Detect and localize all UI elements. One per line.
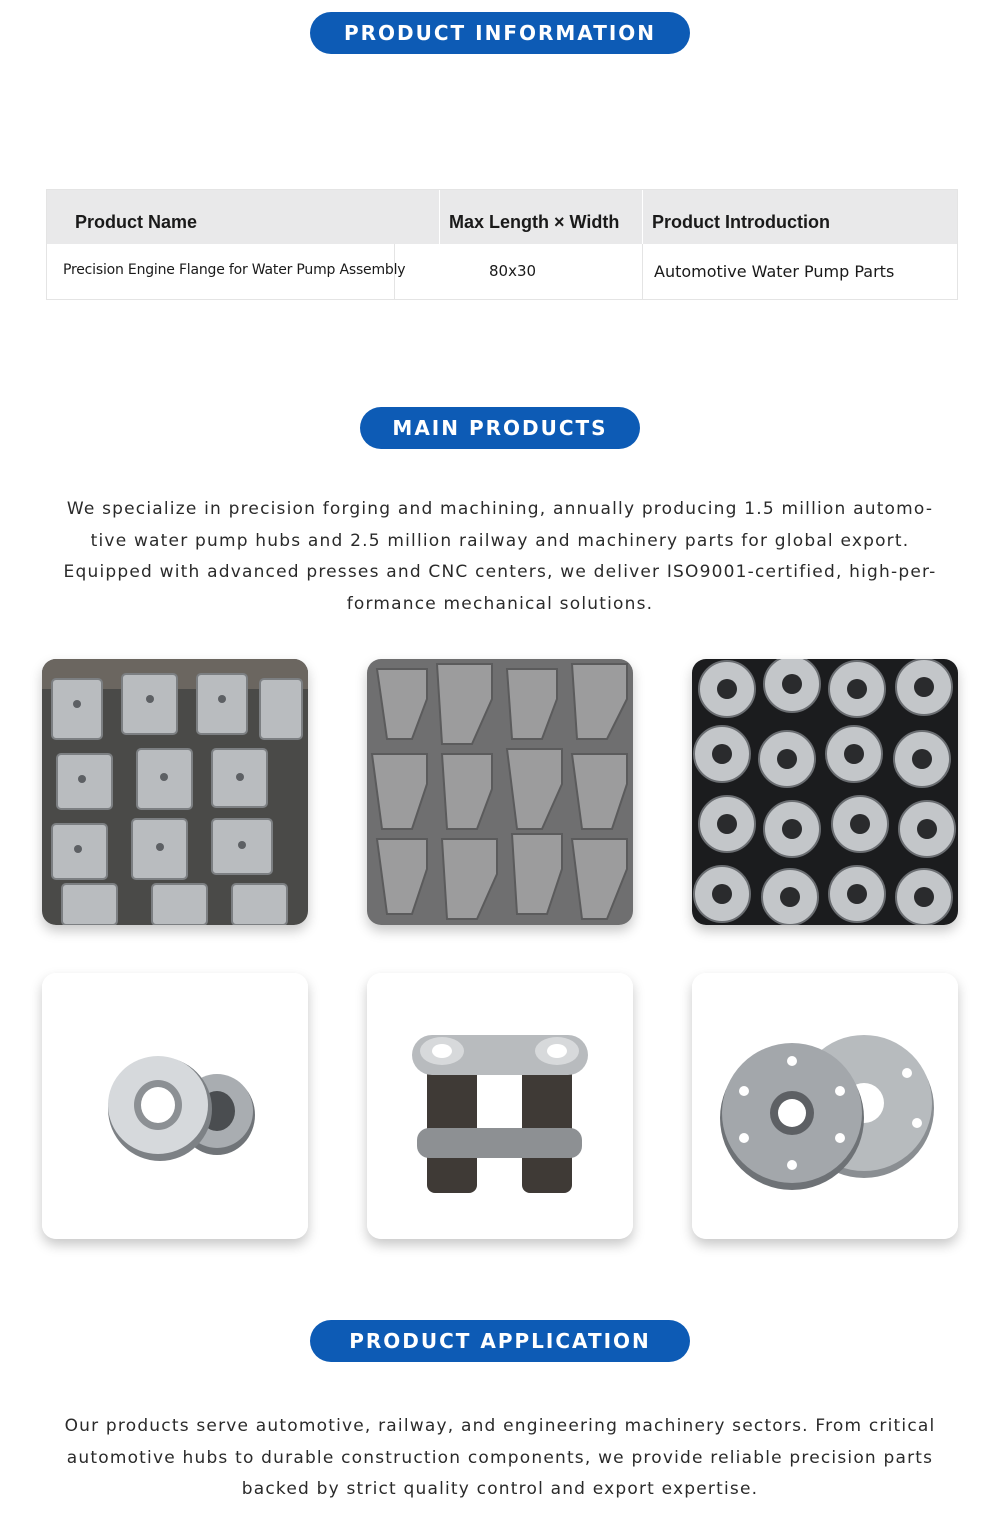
- link-assembly-photo: [367, 973, 633, 1239]
- description-line: Equipped with advanced presses and CNC centers, we deliver ISO9001-certified, high-per-: [63, 562, 937, 582]
- column-divider: [439, 190, 440, 244]
- machined-blocks-photo: [42, 659, 308, 925]
- header-product-introduction: Product Introduction: [652, 212, 830, 232]
- product-spec-table: [46, 189, 958, 300]
- flange-pair-photo: [692, 973, 958, 1239]
- description-line: We specialize in precision forging and machining, annually producing 1.5 million automo-: [66, 499, 934, 519]
- forged-brackets-photo: [367, 659, 633, 925]
- header-max-length-width: Max Length × Width: [449, 212, 620, 232]
- ring-pair-photo: [42, 973, 308, 1239]
- main-products-description: [40, 494, 960, 620]
- section-title-main-products: MAIN PRODUCTS: [360, 407, 640, 449]
- description-line: backed by strict quality control and export expertise.: [241, 1479, 759, 1499]
- column-divider: [642, 190, 643, 244]
- cell-product-introduction: Automotive Water Pump Parts: [654, 262, 895, 281]
- cell-dimensions: 80x30: [489, 262, 537, 280]
- description-line: tive water pump hubs and 2.5 million railway and machinery parts for global export.: [90, 530, 910, 551]
- section-title-product-information: PRODUCT INFORMATION: [310, 12, 690, 54]
- column-divider: [642, 244, 643, 299]
- cell-product-name: Precision Engine Flange for Water Pump Assembly: [63, 262, 406, 278]
- application-description: [40, 1411, 960, 1506]
- description-line: formance mechanical solutions.: [346, 593, 654, 614]
- description-line: Our products serve automotive, railway, and engineering machinery sectors. From critical: [64, 1416, 936, 1436]
- description-line: automotive hubs to durable construction components, we provide reliable precision parts: [66, 1447, 934, 1468]
- section-title-product-application: PRODUCT APPLICATION: [310, 1320, 690, 1362]
- header-product-name: Product Name: [75, 212, 198, 232]
- flange-pile-photo: [692, 659, 958, 925]
